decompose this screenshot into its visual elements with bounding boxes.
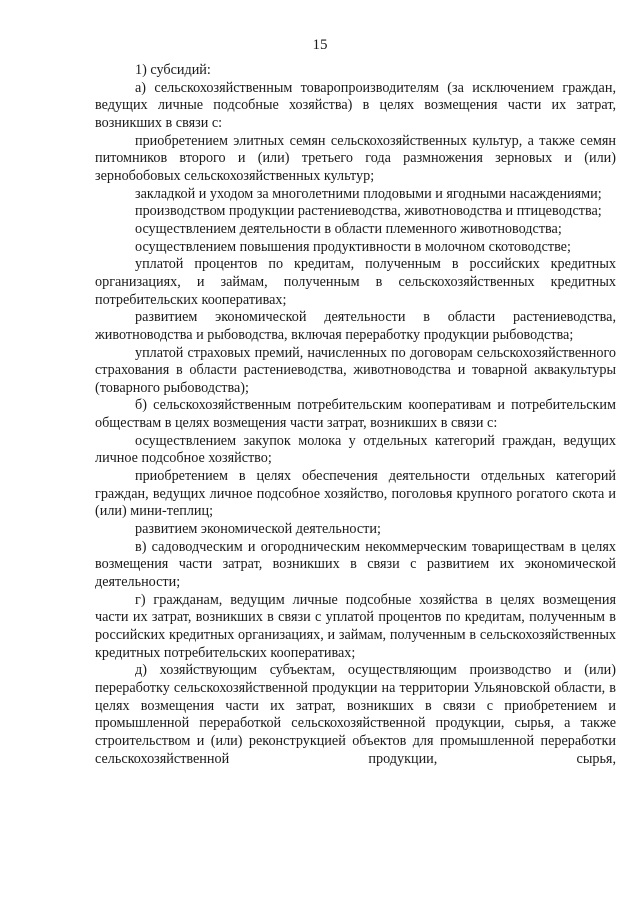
paragraph-economic-activity: развитием экономической деятельности; xyxy=(135,521,381,538)
paragraph-perennial-plantings: закладкой и уходом за многолетними плодовыми и ягодными насаждениями; xyxy=(135,185,602,202)
paragraph-production: производством продукции растениеводства, животноводства и птицеводства; xyxy=(135,203,602,220)
paragraph-item-b: б) сельскохозяйственным потребительским кооперативам и потребительским обществам в целях возмещения части затрат, возникших в связи с: xyxy=(95,397,616,432)
paragraph-insurance-premiums: уплатой страховых премий, начисленных по договорам сельскохозяйственного страхования в области растениеводства, животноводства и товарной аквакультуры (товарного рыбоводства); xyxy=(95,344,616,396)
paragraph-item-g: г) гражданам, ведущим личные подсобные хозяйства в целях возмещения части их затрат, возникших в связи с уплатой процентов по кредитам, полученным в российских кредитных организациях, и займам, полученным в сельскохозяйственных кредитных потребительских кооперативах; xyxy=(95,591,616,661)
paragraph-credit-interest: уплатой процентов по кредитам, полученным в российских кредитных организациях, и займам, полученным в сельскохозяйственных кредитных потребительских кооперативах; xyxy=(95,256,616,308)
paragraph-dairy-productivity: осуществлением повышения продуктивности в молочном скотоводстве; xyxy=(135,238,571,255)
document-body xyxy=(95,62,616,768)
paragraph-item-v: в) садоводческим и огородническим некоммерческим товариществам в целях возмещения части затрат, возникших в связи с развитием их экономической деятельности; xyxy=(95,538,616,591)
page-number: 15 xyxy=(312,37,328,53)
paragraph-elite-seeds: приобретением элитных семян сельскохозяйственных культур, а также семян питомников второго и (или) третьего года размножения зерновых и (или) зернобобовых сельскохозяйственных культур; xyxy=(95,132,616,184)
paragraph-item-d: д) хозяйствующим субъектам, осуществляющим производство и (или) переработку сельскохозяйственной продукции на территории Ульяновской области, в целях возмещения части их затрат, возникших в связи с приобретением и промышленной переработкой сельскохозяйственной продукции, сырья, а также строительством и (или) реконструкцией объектов для промышленной переработки сельскохозяйственной продукции, сырья, xyxy=(95,662,616,767)
paragraph-item-a: а) сельскохозяйственным товаропроизводителям (за исключением граждан, ведущих личные подсобные хозяйства) в целях возмещения части их затрат, возникших в связи с: xyxy=(95,79,616,131)
paragraph-breeding: осуществлением деятельности в области племенного животноводства; xyxy=(135,220,562,237)
paragraph-livestock-greenhouses: приобретением в целях обеспечения деятельности отдельных категорий граждан, ведущих личное подсобное хозяйство, поголовья крупного рогатого скота и (или) мини-теплиц; xyxy=(95,468,616,520)
paragraph-subsidies-heading: 1) субсидий: xyxy=(135,62,211,78)
paragraph-milk-purchases: осуществлением закупок молока у отдельных категорий граждан, ведущих личное подсобное хозяйство; xyxy=(95,432,616,467)
paragraph-economic-development: развитием экономической деятельности в области растениеводства, животноводства и рыбоводства, включая переработку продукции рыбоводства; xyxy=(95,309,616,343)
